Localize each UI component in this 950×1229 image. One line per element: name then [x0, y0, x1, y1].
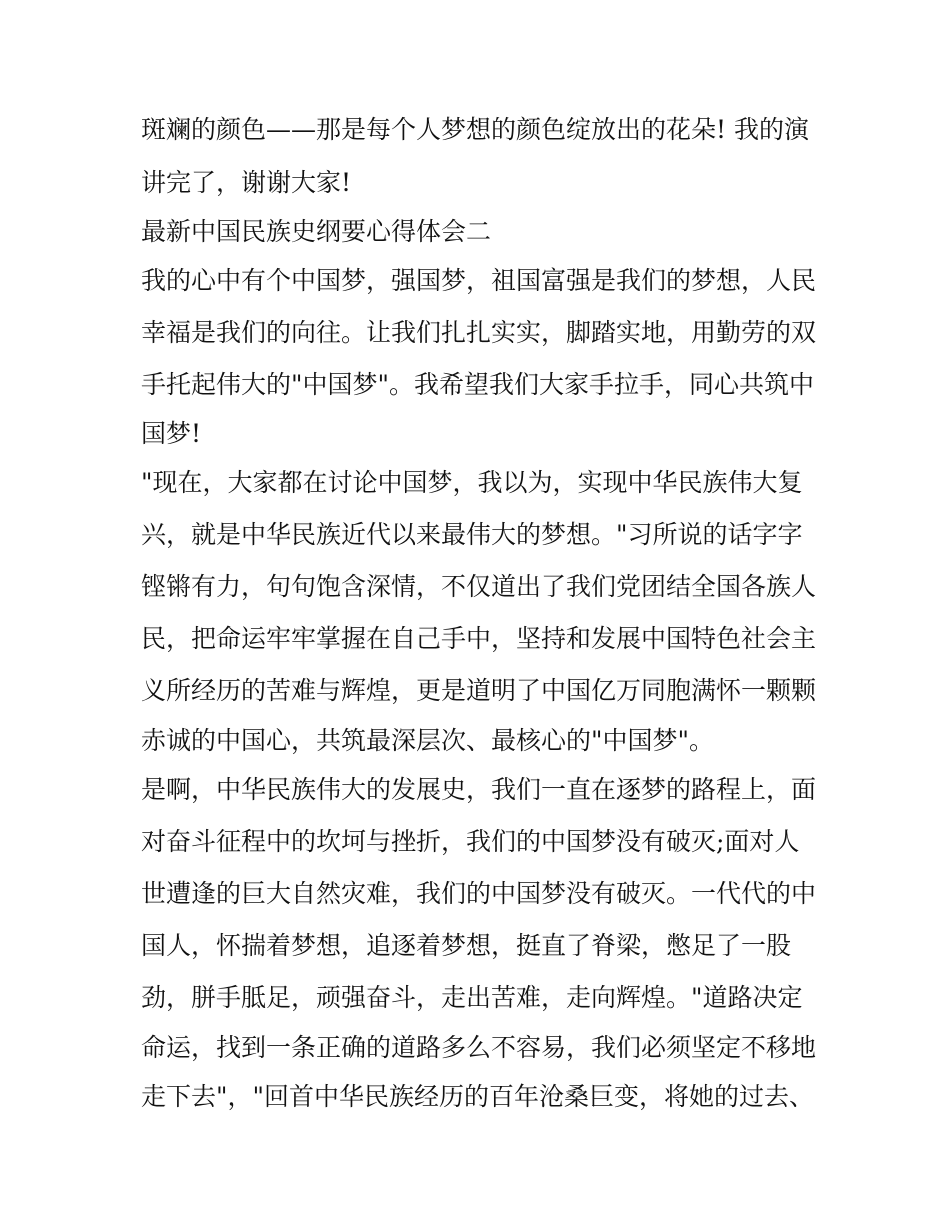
text-line: 劲，胼手胝足，顽强奋斗，走出苦难，走向辉煌。"道路决定	[141, 983, 803, 1012]
text-line: 世遭逢的巨大自然灾难，我们的中国梦没有破灭。一代代的中	[141, 879, 817, 908]
text-line: 命运，找到一条正确的道路多么不容易，我们必须坚定不移地	[141, 1033, 817, 1062]
section-heading: 最新中国民族史纲要心得体会二	[141, 217, 492, 246]
text-line: 讲完了，谢谢大家!	[141, 168, 352, 197]
text-line: 走下去"，"回首中华民族经历的百年沧桑巨变，将她的过去、	[141, 1082, 815, 1111]
text-line: 国梦!	[141, 419, 202, 448]
text-line: 我的心中有个中国梦，强国梦，祖国富强是我们的梦想，人民	[141, 266, 817, 295]
text-line: 是啊，中华民族伟大的发展史，我们一直在逐梦的路程上，面	[141, 775, 817, 804]
text-line: 手托起伟大的"中国梦"。我希望我们大家手拉手，同心共筑中	[141, 370, 815, 399]
text-line: 义所经历的苦难与辉煌，更是道明了中国亿万同胞满怀一颗颗	[141, 676, 817, 705]
text-line: 幸福是我们的向往。让我们扎扎实实，脚踏实地，用勤劳的双	[141, 318, 817, 347]
text-line: 国人，怀揣着梦想，追逐着梦想，挺直了脊梁，憋足了一股	[141, 931, 792, 960]
text-line: 铿锵有力，句句饱含深情，不仅道出了我们党团结全国各族人	[141, 572, 817, 601]
text-line: 赤诚的中国心，共筑最深层次、最核心的"中国梦"。	[141, 726, 715, 755]
text-line: 民，把命运牢牢掌握在自己手中，坚持和发展中国特色社会主	[141, 624, 817, 653]
text-line: 兴，就是中华民族近代以来最伟大的梦想。"习所说的话字字	[141, 520, 803, 549]
text-line: 斑斓的颜色——那是每个人梦想的颜色绽放出的花朵! 我的演	[141, 115, 809, 144]
text-line: "现在，大家都在讨论中国梦，我以为，实现中华民族伟大复	[141, 468, 803, 497]
text-line: 对奋斗征程中的坎坷与挫折，我们的中国梦没有破灭;面对人	[141, 827, 800, 856]
